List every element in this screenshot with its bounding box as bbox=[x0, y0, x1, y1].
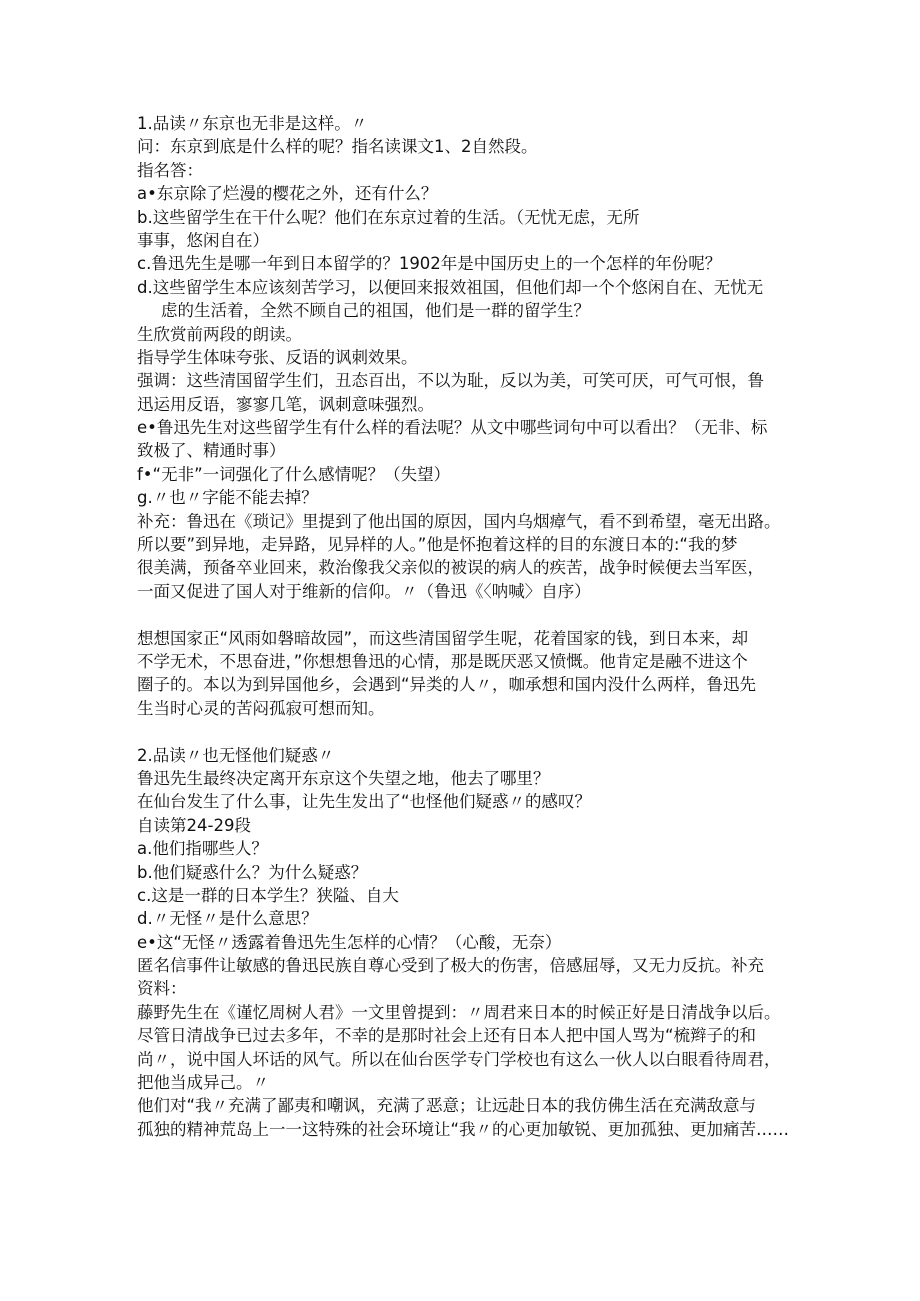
section2-question2: 在仙台发生了什么事，让先生发出了“也怪他们疑惑〃的感叹？ bbox=[137, 792, 592, 812]
appreciate-line: 生欣赏前两段的朗读。 bbox=[137, 324, 302, 344]
final-line2: 孤独的精神荒岛上一一这特殊的社会环境让“我〃的心更加敏锐、更加孤独、更加痛苦…… bbox=[137, 1119, 790, 1139]
question-f: f•“无非”一词强化了什么感情呢？（失望） bbox=[137, 464, 451, 484]
section2-question-a: a.他们指哪些人？ bbox=[137, 839, 268, 859]
section2-question-b: b.他们疑惑什么？为什么疑惑？ bbox=[137, 862, 368, 882]
paragraph-gap bbox=[137, 720, 789, 743]
final-line1: 他们对“我〃充满了鄙夷和嘲讽，充满了恶意；让远赴日本的我仿佛生活在充满敌意与 bbox=[137, 1096, 757, 1116]
question-b-line1: b.这些留学生在干什么呢？他们在东京过着的生活。（无忧无虑，无所 bbox=[137, 207, 640, 227]
question-d-line1: d.这些留学生本应该刻苦学习，以便回来报效祖国，但他们却一个个悠闲自在、无忧无 bbox=[137, 277, 764, 297]
document-page bbox=[137, 112, 789, 1141]
section2-question-e: e•这“无怪〃透露着鲁迅先生怎样的心情？（心酸，无奈） bbox=[137, 932, 562, 952]
question-c: c.鲁迅先生是哪一年到日本留学的？1902年是中国历史上的一个怎样的年份呢？ bbox=[137, 254, 722, 274]
supplement-line4: 一面又促进了国人对于维新的信仰。〃（鲁迅《〈呐喊〉自序） bbox=[137, 581, 591, 601]
fujino-line1: 藤野先生在《谨忆周树人君》一文里曾提到：〃周君来日本的时候正好是日清战争以后。 bbox=[137, 1002, 781, 1022]
question-d-line2: 虑的生活着，全然不顾自己的祖国，他们是一群的留学生？ bbox=[161, 301, 590, 321]
reflection-line3: 圈子的。本以为到异国他乡，会遇到“异类的人〃，咖承想和国内没什么两样，鲁迅先 bbox=[137, 675, 757, 695]
supplement-line2: 所以要”到异地，走异路，见异样的人。”他是怀抱着这样的目的东渡日本的:“我的梦 bbox=[137, 535, 738, 555]
letter-line1: 匿名信事件让敏感的鲁迅民族自尊心受到了极大的伤害，倍感屈辱，又无力反抗。补充 bbox=[137, 956, 764, 976]
question-e-line2: 致极了、精通时事） bbox=[137, 441, 286, 461]
question-a: a•东京除了烂漫的樱花之外，还有什么？ bbox=[137, 184, 438, 204]
fujino-line2: 尽管日清战争已过去多年，不幸的是那时社会上还有日本人把中国人骂为“梳辫子的和 bbox=[137, 1026, 757, 1046]
emphasis-line1: 强调：这些清国留学生们，丑态百出，不以为耻，反以为美，可笑可厌，可气可恨，鲁 bbox=[137, 371, 764, 391]
section2-question-c: c.这是一群的日本学生？狭隘、自大 bbox=[137, 885, 399, 905]
emphasis-line2: 迅运用反语，寥寥几笔，讽刺意味强烈。 bbox=[137, 394, 434, 414]
question-b-line2: 事事，悠闲自在） bbox=[137, 230, 269, 250]
letter-line2: 资料： bbox=[137, 979, 187, 999]
supplement-line1: 补充：鲁迅在《琐记》里提到了他出国的原因，国内乌烟瘴气，看不到希望，毫无出路。 bbox=[137, 511, 781, 531]
reflection-line1: 想想国家正“风雨如磐暗故园”，而这些清国留学生呢，花着国家的钱，到日本来，却 bbox=[137, 628, 749, 648]
reflection-line2: 不学无术，不思奋进，”你想想鲁迅的心情，那是既厌恶又愤慨。他肯定是融不进这个 bbox=[137, 651, 748, 671]
guide-line: 指导学生体味夸张、反语的讽刺效果。 bbox=[137, 347, 418, 367]
section1-heading: 1.品读〃东京也无非是这样。〃 bbox=[137, 114, 368, 133]
supplement-line3: 很美满，预备卒业回来，救治像我父亲似的被误的病人的疾苦，战争时候便去当军医， bbox=[137, 558, 764, 578]
paragraph-gap bbox=[137, 603, 789, 626]
fujino-line3: 尚〃，说中国人坏话的风气。所以在仙台医学专门学校也有这么一伙人以白眼看待周君， bbox=[137, 1049, 781, 1069]
question-g: g.〃也〃字能不能去掉？ bbox=[137, 488, 318, 508]
section2-question1: 鲁迅先生最终决定离开东京这个失望之地，他去了哪里？ bbox=[137, 768, 550, 788]
reflection-line4: 生当时心灵的苦闷孤寂可想而知。 bbox=[137, 698, 385, 718]
section1-question: 问：东京到底是什么样的呢？指名读课文1、2自然段。 bbox=[137, 137, 538, 157]
question-e-line1: e•鲁迅先生对这些留学生有什么样的看法呢？从文中哪些词句中可以看出？（无非、标 bbox=[137, 418, 768, 438]
fujino-line4: 把他当成异己。〃 bbox=[137, 1073, 269, 1093]
section2-question-d: d.〃无怪〃是什么意思？ bbox=[137, 909, 318, 929]
answer-label: 指名答： bbox=[137, 160, 203, 180]
self-read-line: 自读第24-29段 bbox=[137, 815, 251, 835]
section2-heading: 2.品读〃也无怪他们疑惑〃 bbox=[137, 745, 335, 765]
